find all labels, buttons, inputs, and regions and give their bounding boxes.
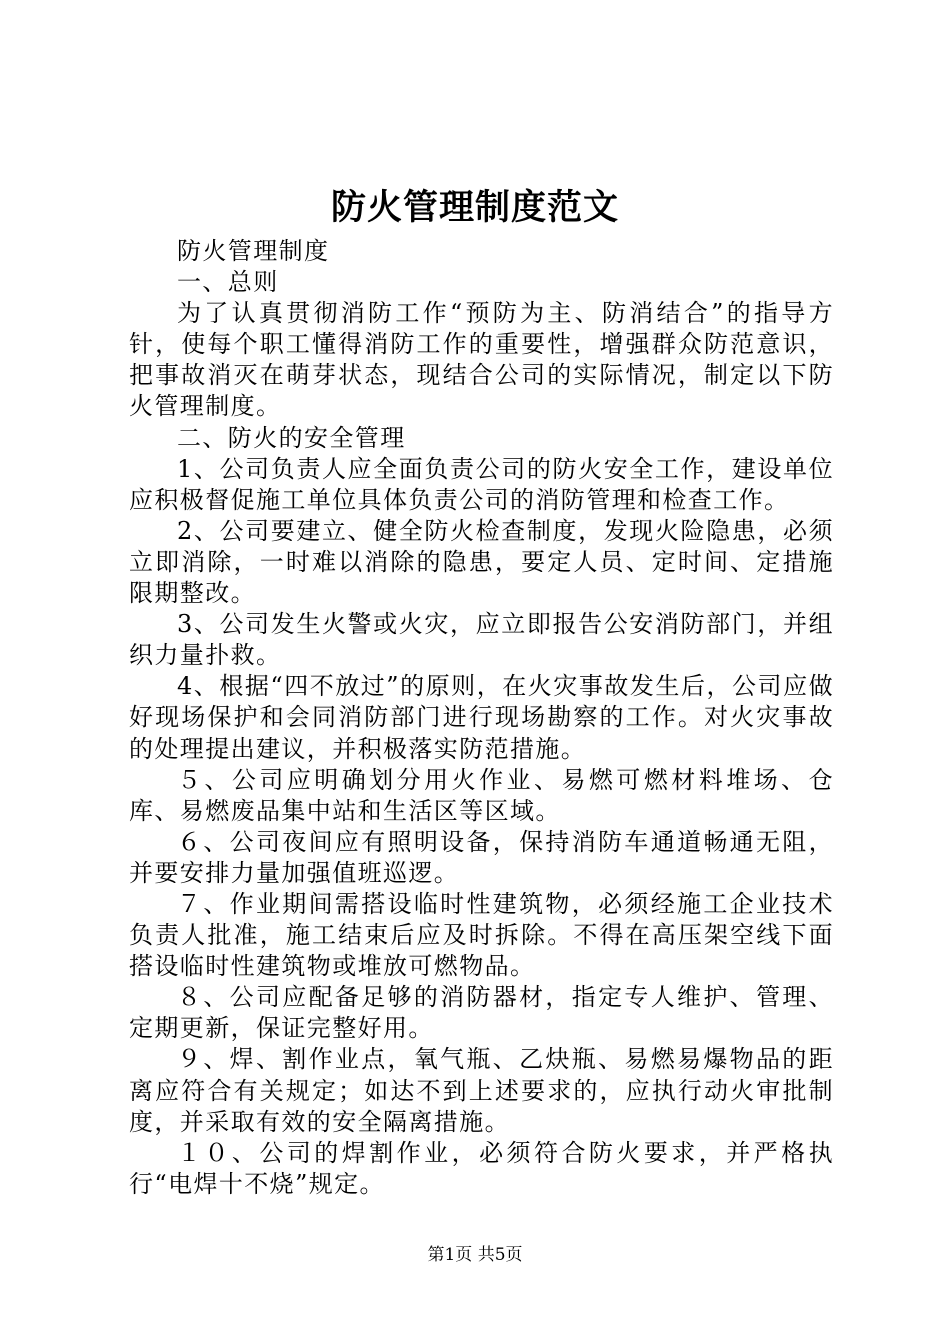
page-number-footer: 第1页 共5页 [427,1245,523,1265]
section-heading-general: 一、总则 [177,268,279,297]
paragraph-heading: 防火管理制度 [177,237,330,265]
paragraph: 3、公司发生火警或火灾，应立即报告公安消防部门，并组织力量扑救。 [129,610,834,670]
document-title: 防火管理制度范文 [330,187,619,228]
paragraph: 1、公司负责人应全面负责公司的防火安全工作，建设单位应积极督促施工单位具体负责公司的消防管理和检查工作。 [129,454,834,514]
section-heading-safety: 二、防火的安全管理 [177,423,406,452]
paragraph: １０、公司的焊割作业，必须符合防火要求，并严格执行“电焊十不烧”规定。 [129,1138,834,1198]
paragraph: ５、公司应明确划分用火作业、易燃可燃材料堆场、仓库、易燃废品集中站和生活区等区域。 [129,765,834,825]
paragraph: 为了认真贯彻消防工作“预防为主、防消结合”的指导方针，使每个职工懂得消防工作的重要性，增强群众防范意识，把事故消灭在萌芽状态，现结合公司的实际情况，制定以下防火管理制度。 [129,299,834,421]
paragraph: 2、公司要建立、健全防火检查制度，发现火险隐患，必须立即消除，一时难以消除的隐患，要定人员、定时间、定措施限期整改。 [129,516,834,608]
paragraph: ９、焊、割作业点，氧气瓶、乙炔瓶、易燃易爆物品的距离应符合有关规定；如达不到上述要求的，应执行动火审批制度，并采取有效的安全隔离措施。 [129,1045,834,1136]
document-body [129,236,834,1200]
paragraph: ７、作业期间需搭设临时性建筑物，必须经施工企业技术负责人批准，施工结束后应及时拆除。不得在高压架空线下面搭设临时性建筑物或堆放可燃物品。 [129,889,834,981]
paragraph: ８、公司应配备足够的消防器材，指定专人维护、管理、定期更新，保证完整好用。 [129,983,834,1043]
paragraph: 4、根据“四不放过”的原则，在火灾事故发生后，公司应做好现场保护和会同消防部门进行现场勘察的工作。对火灾事故的处理提出建议，并积极落实防范措施。 [129,672,834,763]
paragraph: ６、公司夜间应有照明设备，保持消防车通道畅通无阻，并要安排力量加强值班巡逻。 [129,827,834,887]
